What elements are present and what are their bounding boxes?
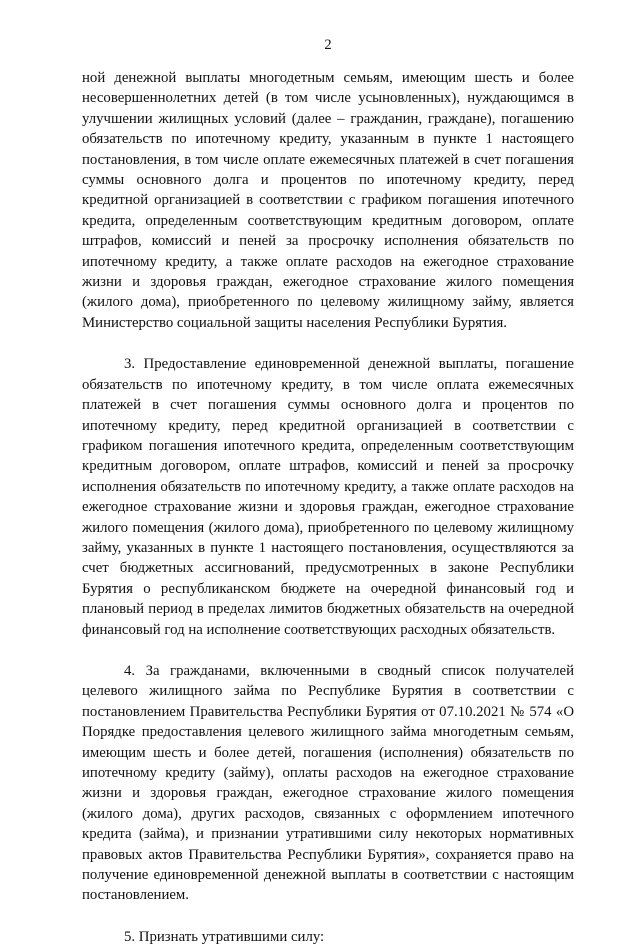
paragraph-gap <box>82 333 574 354</box>
paragraph-item-4: 4. За гражданами, включенными в сводный список получателей целевого жилищного займа по Республике Бурятия в соответствии с постановлением Правительства Республики Бурятия от 07.10.2021 № 574 «О Порядке предоставления целевого жилищного займа многодетным семьям, имеющим шесть и более детей, погашения (исполнения) обязательств по ипотечному кредиту (займу), оплаты расходов на ежегодное страхование жизни и здоровья граждан, ежегодное страхование жилого помещения (жилого дома), других расходов, связанных с оформлением ипотечного кредита (займа), и признании утратившими силу некоторых нормативных правовых актов Правительства Республики Бурятия», сохраняется право на получение единовременной денежной выплаты в соответствии с настоящим постановлением. <box>82 662 574 904</box>
paragraph-item-5: 5. Признать утратившими силу: <box>124 928 325 945</box>
paragraph-gap <box>82 906 574 927</box>
page-number: 2 <box>324 37 332 53</box>
paragraph-gap <box>82 640 574 661</box>
paragraph-item-3: 3. Предоставление единовременной денежной выплаты, погашение обязательств по ипотечному кредиту, в том числе оплата ежемесячных платежей в счет погашения суммы основного долга и процентов по ипотечному кредиту, перед кредитной организацией в соответствии с графиком погашения ипотечного кредита, определенным соответствующим кредитным договором, оплате штрафов, комиссий и пеней за просрочку исполнения обязательств по ипотечному кредиту, а также оплате расходов на ежегодное страхование жизни и здоровья граждан, ежегодное страхование жилого помещения (жилого дома), приобретенного по целевому жилищному займу, указанных в пункте 1 настоящего постановления, осуществляются за счет бюджетных ассигнований, предусмотренных в законе Республики Бурятия о республиканском бюджете на очередной финансовый год и плановый период в пределах лимитов бюджетных обязательств на очередной финансовый год на исполнение соответствующих расходных обязательств. <box>82 356 574 638</box>
paragraph-continuation: ной денежной выплаты многодетным семьям, имеющим шесть и более несовершеннолетних детей (в том числе усыновленных), нуждающимся в улучшении жилищных условий (далее – гражданин, граждане), погашению обязательств по ипотечному кредиту, указанным в пункте 1 настоящего постановления, в том числе оплате ежемесячных платежей в счет погашения суммы основного долга и процентов по ипотечному кредиту, перед кредитной организацией в соответствии с графиком погашения ипотечного кредита, определенным соответствующим кредитным договором, оплате штрафов, комиссий и пеней за просрочку исполнения обязательств по ипотечному кредиту, а также оплате расходов на ежегодное страхование жизни и здоровья граждан, ежегодное страхование жилого помещения (жилого дома), приобретенного по целевому жилищному займу, является Министерство социальной защиты населения Республики Бурятия. <box>82 70 574 331</box>
